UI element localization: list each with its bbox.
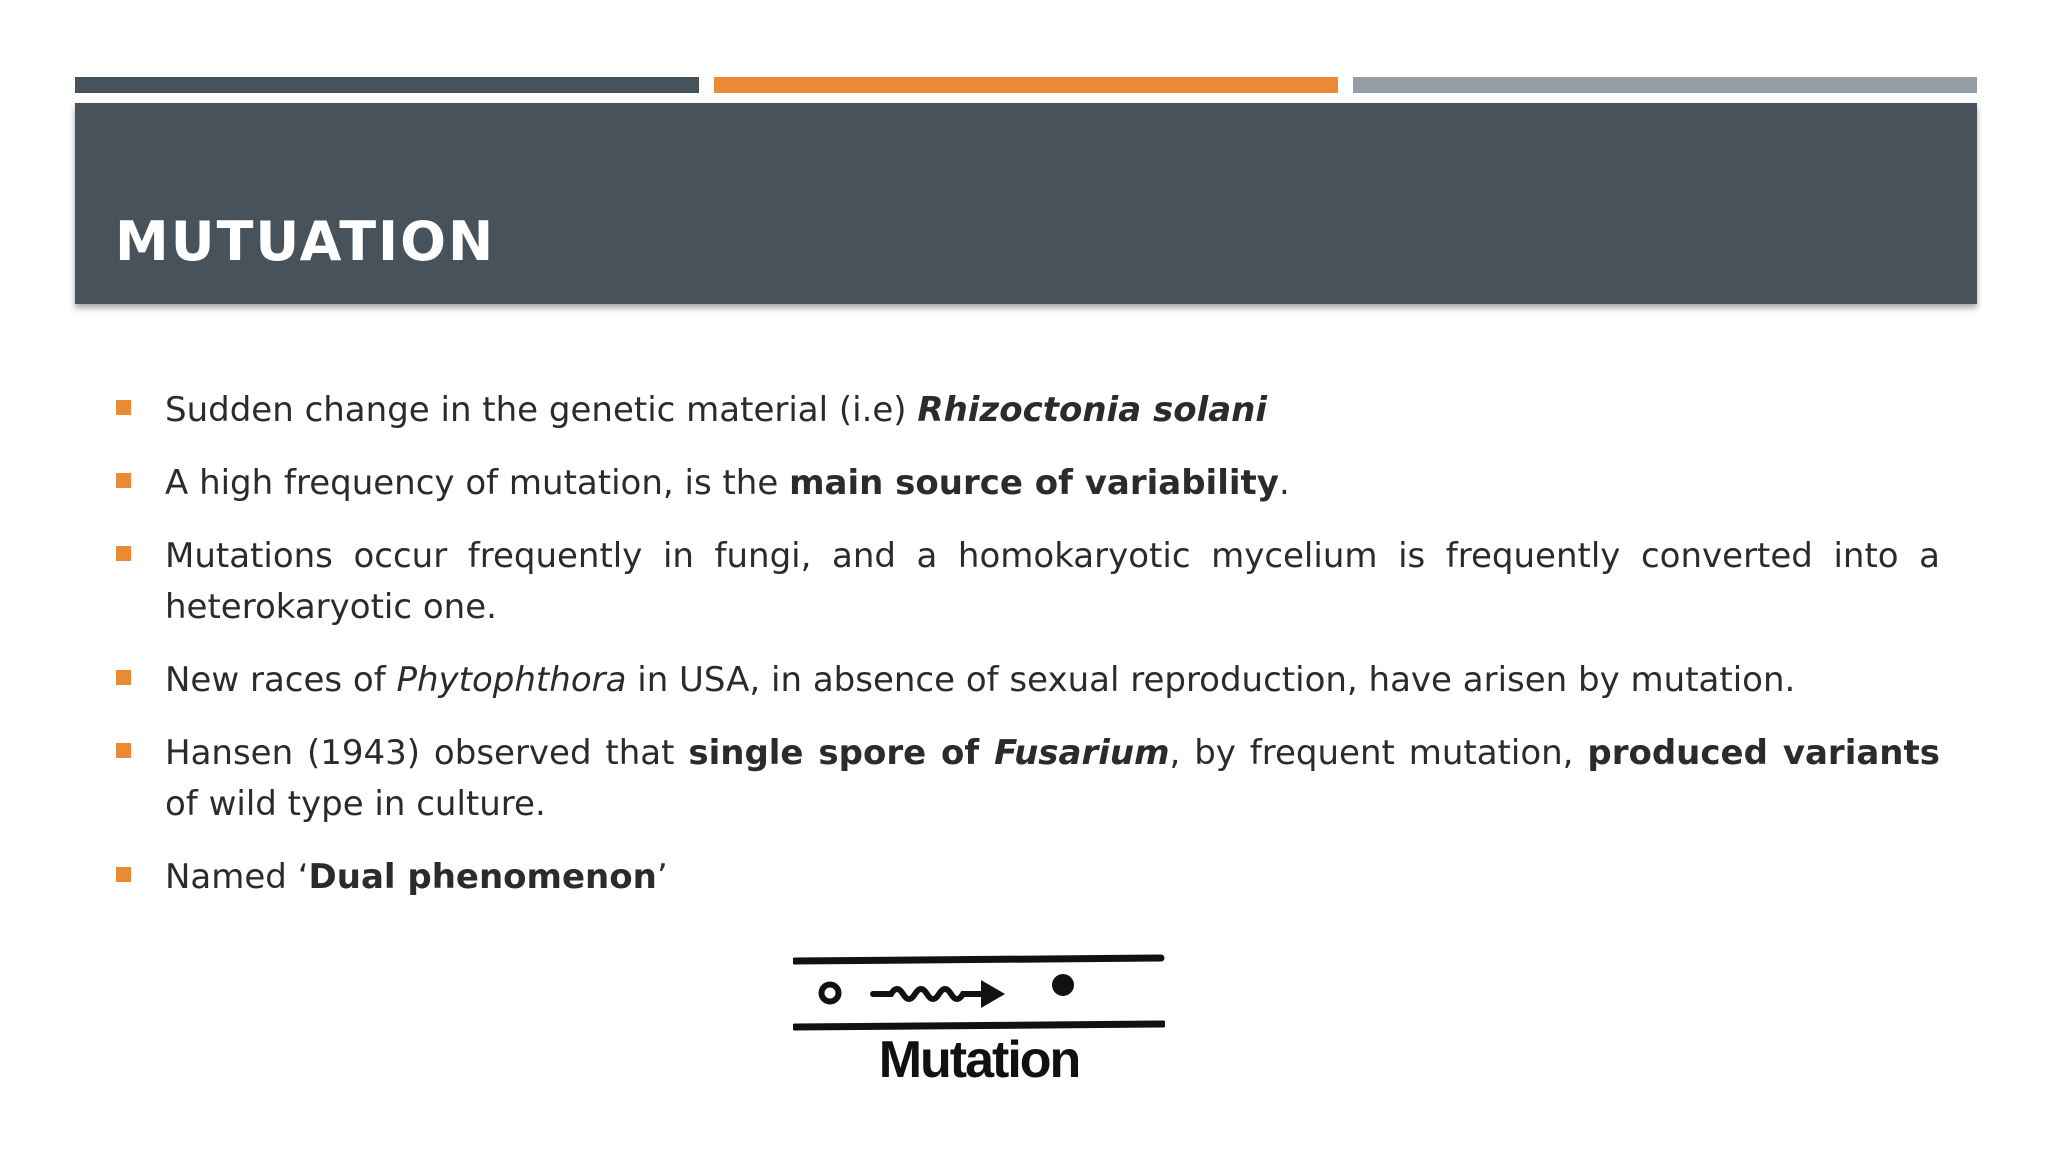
bullet-list: [115, 385, 1940, 925]
bullet-item: [115, 458, 1940, 509]
upper-line: [795, 958, 1161, 961]
filled-nucleus-icon: [1052, 974, 1074, 996]
bullet-text: .: [1278, 463, 1290, 503]
bullet-square-icon: [116, 400, 131, 415]
slide-title: MUTUATION: [115, 210, 496, 273]
figure-label: Mutation: [878, 1031, 1080, 1089]
bullet-text: A high frequency of mutation, is the: [165, 463, 790, 503]
bullet-emphasis: Rhizoctonia solani: [917, 390, 1268, 430]
title-band: [75, 103, 1977, 304]
decorative-bar-dark: [75, 77, 699, 93]
bullet-square-icon: [116, 546, 131, 561]
bullet-emphasis: main source of variability: [789, 463, 1279, 503]
bullet-emphasis: single spore of: [688, 733, 995, 773]
bullet-emphasis: Dual phenomenon: [308, 857, 657, 897]
bullet-text: ’: [656, 857, 668, 897]
bullet-text: in USA, in absence of sexual reproduction, have arisen by mutation.: [626, 660, 1796, 700]
bullet-square-icon: [116, 867, 131, 882]
decorative-bar-gray: [1353, 77, 1977, 93]
bullet-item: [115, 655, 1940, 706]
bullet-text: Hansen (1943) observed that: [165, 733, 689, 773]
bullet-item: [115, 531, 1940, 633]
bullet-text: Named ‘: [165, 857, 309, 897]
bullet-item: [115, 852, 1940, 903]
hollow-nucleus-icon: [822, 985, 839, 1002]
bullet-square-icon: [116, 473, 131, 488]
bullet-square-icon: [116, 743, 131, 758]
decorative-bar-accent: [714, 77, 1338, 93]
bullet-item: [115, 385, 1940, 436]
wavy-arrow-icon: [873, 980, 1005, 1008]
mutation-diagram: [793, 948, 1165, 1038]
bullet-emphasis: produced variants: [1587, 733, 1940, 773]
lower-line: [795, 1024, 1163, 1027]
bullet-italic: Phytophthora: [396, 660, 627, 700]
bullet-emphasis: Fusarium: [994, 733, 1170, 773]
bullet-text: Sudden change in the genetic material (i.e): [165, 390, 918, 430]
bullet-text: Mutations occur frequently in fungi, and a homokaryotic mycelium is frequently converted into a heterokaryotic one.: [165, 536, 1940, 627]
bullet-text: of wild type in culture.: [165, 784, 546, 824]
mutation-figure: [793, 948, 1163, 1098]
bullet-text: New races of: [165, 660, 397, 700]
bullet-item: [115, 728, 1940, 830]
bullet-text: , by frequent mutation,: [1169, 733, 1588, 773]
bullet-square-icon: [116, 670, 131, 685]
